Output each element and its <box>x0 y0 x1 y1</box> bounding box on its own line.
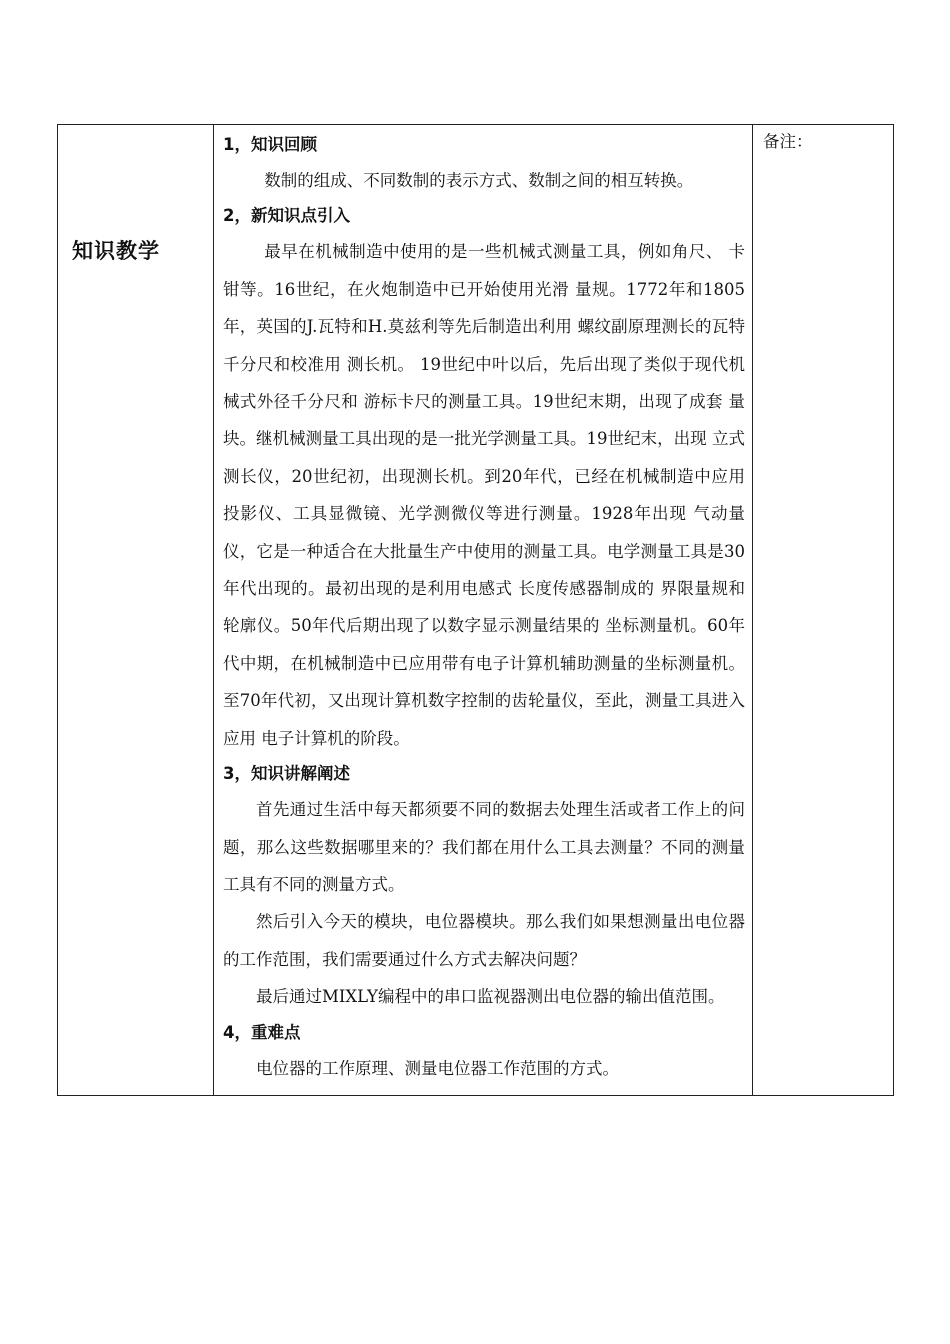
paragraph-explanation-3: 最后通过MIXLY编程中的串口监视器测出电位器的输出值范围。 <box>256 987 725 1007</box>
content-body <box>214 125 752 1095</box>
paragraph-explanation-2: 然后引入今天的模块，电位器模块。那么我们如果想测量出电位器的工作范围，我们需要通过什么方式去解决问题？ <box>223 912 745 969</box>
section-label-cell <box>58 125 214 1096</box>
content-cell <box>214 125 753 1096</box>
paragraph-key-points: 电位器的工作原理、测量电位器工作范围的方式。 <box>256 1058 619 1078</box>
paragraph-explanation-1: 首先通过生活中每天都须要不同的数据去处理生活或者工作上的问题，那么这些数据哪里来的？我们都在用什么工具去测量？不同的测量工具有不同的测量方式。 <box>223 800 745 894</box>
paragraph-knowledge-review: 数制的组成、不同数制的表示方式、数制之间的相互转换。 <box>264 171 694 190</box>
note-label: 备注： <box>763 132 813 151</box>
lesson-table <box>57 124 894 1096</box>
section-label: 知识教学 <box>72 239 160 263</box>
heading-knowledge-review: 1，知识回顾 <box>223 135 317 154</box>
heading-key-points: 4，重难点 <box>223 1022 301 1042</box>
table-row <box>58 125 894 1096</box>
note-cell <box>753 125 894 1096</box>
paragraph-new-knowledge: 最早在机械制造中使用的是一些机械式测量工具，例如角尺、 卡钳等。16世纪，在火炮制造中已开始使用光滑 量规。1772年和1805年，英国的J.瓦特和H.莫兹利等先后制造出利用 螺纹副原理测长的瓦特 千分尺和校准用 测长机。 19世纪中叶以后，先后出现了类似于现代机械式外径千分尺和 游标卡尺的测量工具。19世纪末期，出现了成套 量块。继机械测量工具出现的是一批光学测量工具。19世纪末，出现 立式测长仪，20世纪初，出现测长机。到20年代，已经在机械制造中应用 投影仪、工具显微镜、光学测微仪等进行测量。1928年出现 气动量仪，它是一种适合在大批量生产中使用的测量工具。电学测量工具是30年代出现的。最初出现的是利用电感式 长度传感器制成的 界限量规和 轮廓仪。50年代后期出现了以数字显示测量结果的 坐标测量机。60年代中期，在机械制造中已应用带有电子计算机辅助测量的坐标测量机。至70年代初，又出现计算机数字控制的齿轮量仪，至此，测量工具进入应用 电子计算机的阶段。 <box>223 242 745 748</box>
heading-explanation: 3，知识讲解阐述 <box>223 764 350 784</box>
heading-new-knowledge: 2，新知识点引入 <box>223 206 350 226</box>
